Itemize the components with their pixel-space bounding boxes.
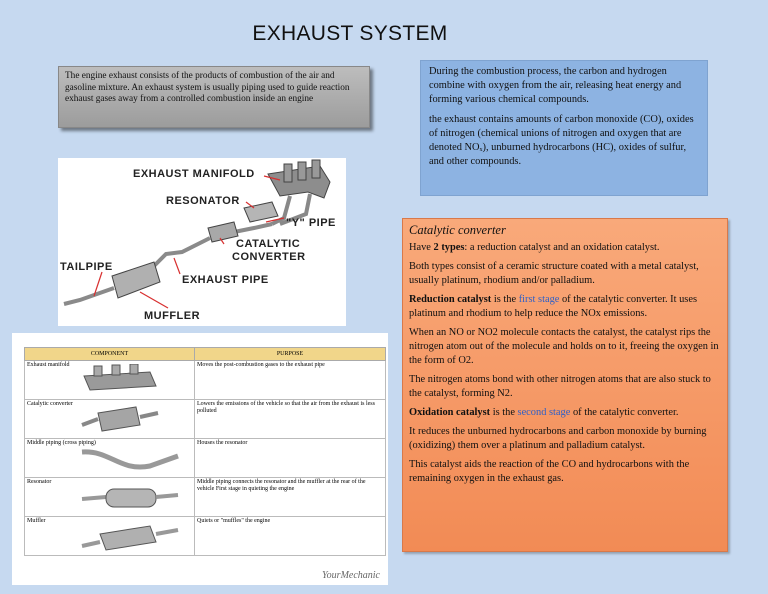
middle-pipe-thumbnail [80,442,180,474]
component-name: Muffler [27,518,46,524]
component-cell [25,478,195,517]
component-name: Resonator [27,479,52,485]
column-header-purpose: PURPOSE [195,348,386,361]
purpose-cell: Houses the resonator [195,439,386,478]
table-header-row [25,348,386,361]
table-row [25,439,386,478]
column-header-component: COMPONENT [25,348,195,361]
catalytic-heading: Catalytic converter [409,223,506,237]
label-resonator: RESONATOR [166,195,240,207]
combustion-text-1: During the combustion process, the carbon and hydrogen combine with oxygen from the air, releasing heat energy and forming various chemical compounds. [429,66,682,105]
catalytic-shape [208,222,238,242]
combustion-box [420,60,708,196]
purpose-cell: Lowers the emissions of the vehicle so that the air from the exhaust is less polluted [195,400,386,439]
catalytic-coating-text: Both types consist of a ceramic structure coated with a metal catalyst, usually platinum, rhodium and/or palladium. [409,261,699,286]
component-name: Catalytic converter [27,401,73,407]
muffler-shape [112,262,160,298]
combustion-text-2: the exhaust contains amounts of carbon monoxide (CO), oxides of nitrogen (chemical unions of nitrogen and oxygen that are denoted NOₓ), unburned hydrocarbons (HC), oxides of sulfur, and other compounds. [429,114,694,167]
label-tailpipe: TAILPIPE [60,261,113,273]
exhaust-diagram [58,158,346,326]
purpose-cell: Quiets or "muffles" the engine [195,517,386,556]
label-muffler: MUFFLER [144,310,201,322]
table-row [25,478,386,517]
component-cell [25,517,195,556]
resonator-thumbnail [80,481,180,513]
component-cell [25,361,195,400]
exhaust-diagram-drawing [58,158,346,326]
catalytic-thumbnail [80,403,160,435]
oxidation-aids-text: This catalyst aids the reaction of the CO and hydrocarbons with the remaining oxygen in the exhaust gas. [409,459,690,484]
muffler-thumbnail [80,520,180,552]
page-title: EXHAUST SYSTEM [252,22,448,45]
label-converter: CONVERTER [232,251,306,263]
component-cell [25,400,195,439]
reduction-catalyst-text: Reduction catalyst is the first stage of the catalytic converter. It uses platinum and rhodium to help reduce the NOx emissions. [409,294,697,319]
component-name: Exhaust manifold [27,362,70,368]
purpose-cell: Middle piping connects the resonator and the muffler at the rear of the vehicle First stage in quieting the engine [195,478,386,517]
table-row [25,400,386,439]
table-row [25,361,386,400]
oxidation-catalyst-text: Oxidation catalyst is the second stage of the catalytic converter. [409,407,679,418]
manifold-thumbnail [80,364,160,396]
label-exhaust-manifold: EXHAUST MANIFOLD [133,168,255,180]
label-exhaust-pipe: EXHAUST PIPE [182,274,269,286]
component-name: Middle piping (cross piping) [27,440,96,446]
yourmechanic-logo: YourMechanic [322,570,380,581]
intro-box: The engine exhaust consists of the products of combustion of the air and gasoline mixture. An exhaust system is usually piping used to guide reaction exhaust gases away from a controlled combustion inside an engine [58,66,370,128]
label-y-pipe: "Y" PIPE [286,217,336,229]
components-table [24,347,386,556]
label-catalytic: CATALYTIC [236,238,301,250]
no-molecule-text: When an NO or NO2 molecule contacts the catalyst, the catalyst rips the nitrogen atom out of the molecule and holds on to it, freeing the oxygen in the form of O2. [409,327,719,366]
oxidation-reduces-text: It reduces the unburned hydrocarbons and carbon monoxide by burning (oxidizing) them over a platinum and palladium catalyst. [409,426,707,451]
nitrogen-bond-text: The nitrogen atoms bond with other nitrogen atoms that are also stuck to the catalyst, forming N2. [409,374,711,399]
catalytic-converter-box [402,218,728,552]
catalytic-types-text: Have 2 types: a reduction catalyst and an oxidation catalyst. [409,242,660,253]
component-cell [25,439,195,478]
purpose-cell: Moves the post-combustion gases to the exhaust pipe [195,361,386,400]
components-table-panel [12,333,388,585]
table-row [25,517,386,556]
